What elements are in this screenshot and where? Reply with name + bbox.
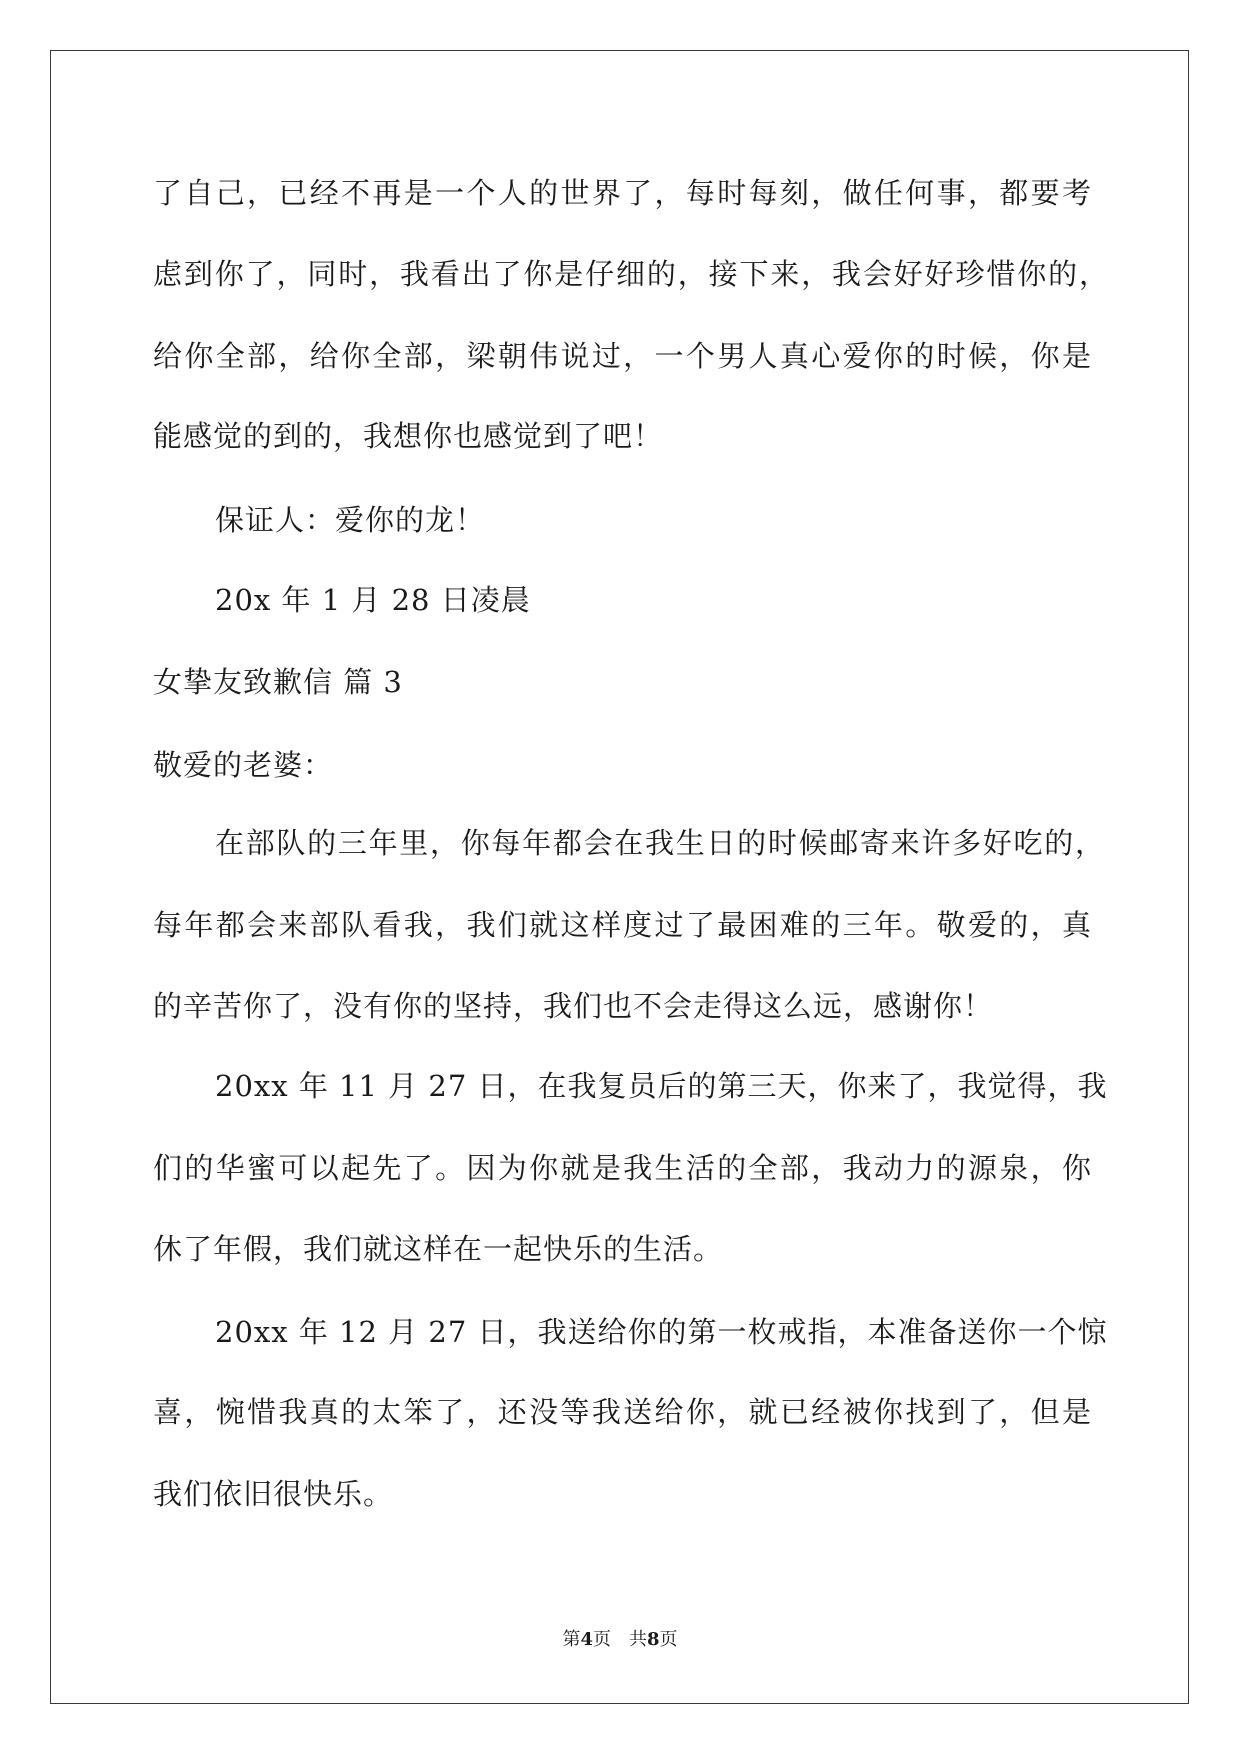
salutation: 敬爱的老婆： <box>153 748 334 782</box>
footer-total-suffix: 页 <box>659 1629 678 1650</box>
footer-total-prefix: 共 <box>629 1629 647 1650</box>
current-page-number: 4 <box>580 1629 593 1650</box>
body-line: 喜，惋惜我真的太笨了，还没等我送给你，就已经被你找到了，但是 <box>153 1395 1092 1429</box>
page-border <box>50 50 1189 1704</box>
body-line: 在部队的三年里，你每年都会在我生日的时候邮寄来许多好吃的， <box>215 826 1105 860</box>
page-footer <box>520 1628 720 1652</box>
footer-current-prefix: 第 <box>562 1629 581 1650</box>
body-line: 能感觉的到的，我想你也感觉到了吧！ <box>153 419 664 453</box>
section-title: 女挚友致歉信 篇 3 <box>153 665 403 699</box>
body-line: 们的华蜜可以起先了。因为你就是我生活的全部，我动力的源泉，你 <box>153 1151 1092 1185</box>
body-line: 给你全部，给你全部，梁朝伟说过，一个男人真心爱你的时候，你是 <box>153 339 1092 373</box>
body-line: 的辛苦你了，没有你的坚持，我们也不会走得这么远，感谢你！ <box>153 989 994 1023</box>
body-line: 20xx 年 12 月 27 日，我送给你的第一枚戒指，本准备送你一个惊 <box>215 1315 1108 1349</box>
total-pages-number: 8 <box>647 1629 660 1650</box>
body-line: 我们依旧很快乐。 <box>153 1477 394 1511</box>
body-line: 每年都会来部队看我，我们就这样度过了最困难的三年。敬爱的，真 <box>153 908 1092 942</box>
body-line: 虑到你了，同时，我看出了你是仔细的，接下来，我会好好珍惜你的， <box>153 257 1109 291</box>
body-line: 休了年假，我们就这样在一起快乐的生活。 <box>153 1232 724 1266</box>
body-line: 20xx 年 11 月 27 日，在我复员后的第三天，你来了，我觉得，我 <box>215 1069 1108 1103</box>
body-line: 了自己，已经不再是一个人的世界了，每时每刻，做任何事，都要考 <box>153 176 1092 210</box>
signature-line: 保证人：爱你的龙！ <box>215 503 486 537</box>
footer-current-suffix: 页 <box>593 1629 611 1650</box>
date-line: 20x 年 1 月 28 日凌晨 <box>215 583 531 617</box>
